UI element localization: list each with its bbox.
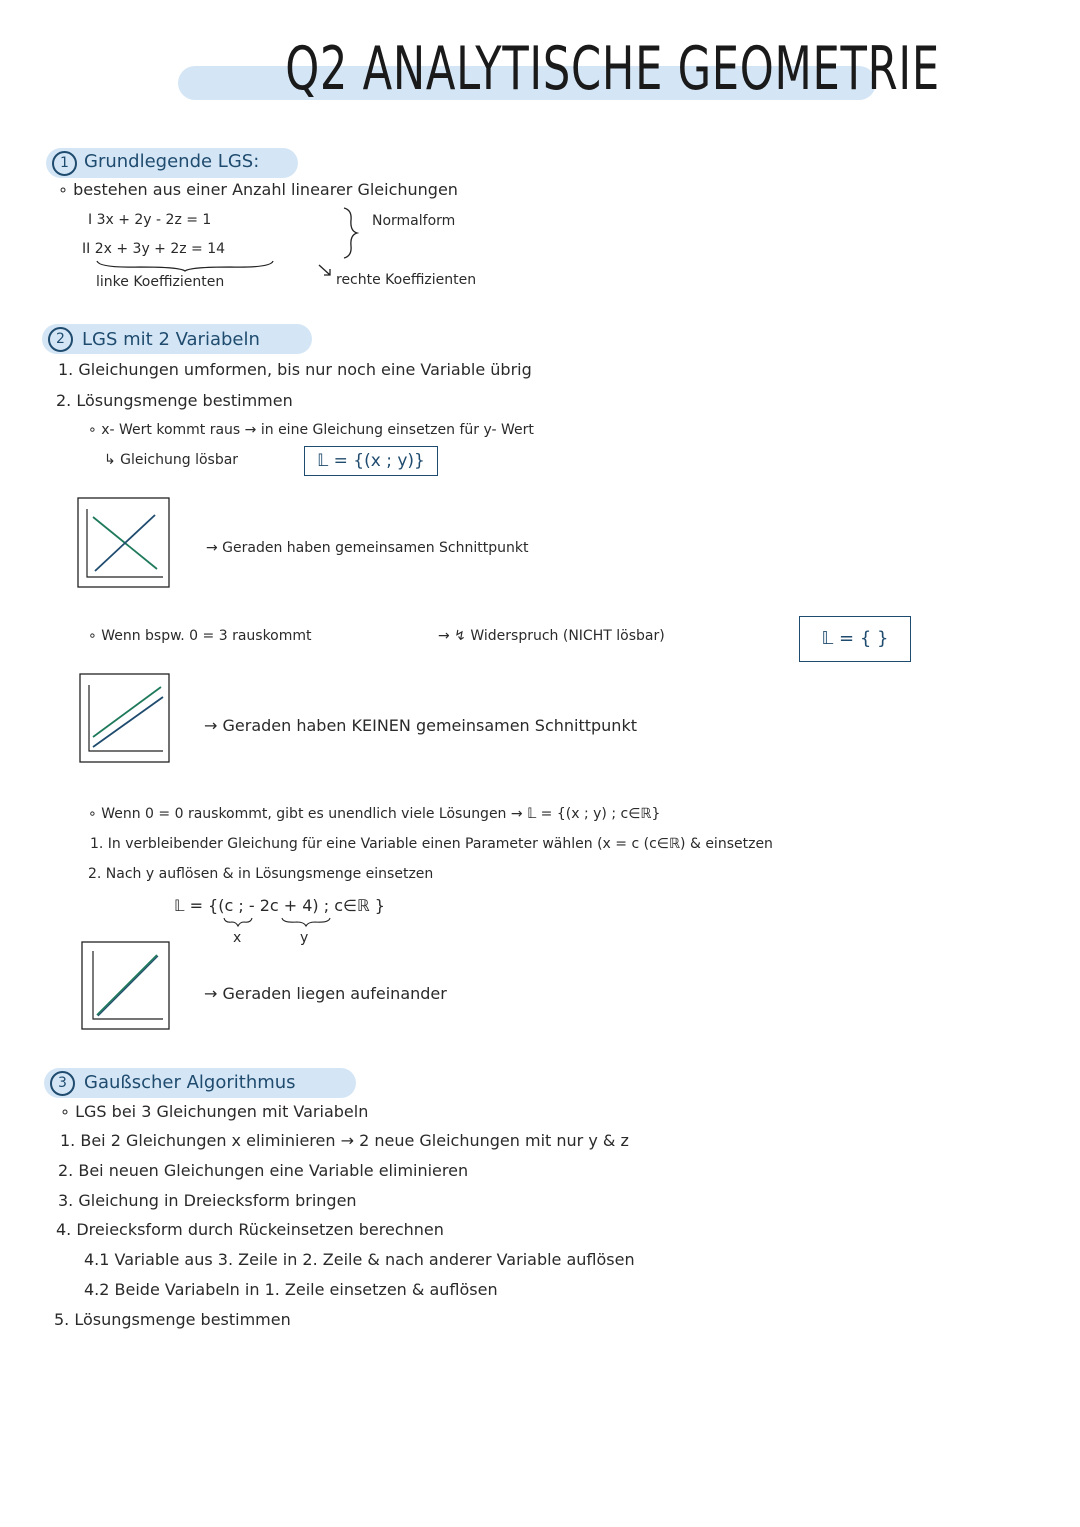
s1-equation-1: I 3x + 2y - 2z = 1 xyxy=(88,212,212,228)
s3-step-4-2: 4.2 Beide Variabeln in 1. Zeile einsetzen & auflösen xyxy=(84,1280,498,1299)
section-2-title: LGS mit 2 Variabeln xyxy=(82,329,260,350)
s2-bullet-1: ∘ x- Wert kommt raus → in eine Gleichung einsetzen für y- Wert xyxy=(88,422,534,438)
s2-step-1: 1. Gleichungen umformen, bis nur noch eine Variable übrig xyxy=(58,360,532,379)
s1-brace-label: Normalform xyxy=(372,213,456,229)
under-x-label: x xyxy=(233,930,242,946)
s2-bullet-1b: ↳ Gleichung lösbar xyxy=(104,452,239,468)
section-2-number: 2 xyxy=(48,327,73,352)
s2-step-2: 2. Lösungsmenge bestimmen xyxy=(56,391,293,410)
left-brace-icon xyxy=(95,259,275,273)
s3-step-2: 2. Bei neuen Gleichungen eine Variable eliminieren xyxy=(58,1161,469,1180)
graph-3-caption: → Geraden liegen aufeinander xyxy=(204,984,447,1003)
s2-bullet-2b: → ↯ Widerspruch (NICHT lösbar) xyxy=(438,628,665,644)
underbraces-icon xyxy=(222,916,342,928)
s3-step-1: 1. Bei 2 Gleichungen x eliminieren → 2 neue Gleichungen mit nur y & z xyxy=(60,1131,629,1150)
graph-2-caption: → Geraden haben KEINEN gemeinsamen Schnittpunkt xyxy=(204,716,637,735)
page-title: Q2 ANALYTISCHE GEOMETRIE xyxy=(285,34,940,104)
s3-step-4: 4. Dreiecksform durch Rückeinsetzen berechnen xyxy=(56,1220,444,1239)
s2-bullet-3-step-1: 1. In verbleibender Gleichung für eine Variable einen Parameter wählen (x = c (c∈ℝ) & einsetzen xyxy=(90,836,773,852)
solution-3: 𝕃 = {(c ; - 2c + 4) ; c∈ℝ } xyxy=(174,896,385,915)
section-3-number: 3 xyxy=(50,1071,75,1096)
graph-coincident-lines xyxy=(81,941,171,1031)
s1-equation-2: II 2x + 3y + 2z = 14 xyxy=(82,241,226,257)
s1-left-label: linke Koeffizienten xyxy=(96,274,225,290)
s1-right-label: rechte Koeffizienten xyxy=(336,272,477,288)
graph-parallel-lines xyxy=(79,673,171,764)
right-brace-icon xyxy=(340,206,362,260)
section-1-number: 1 xyxy=(52,151,77,176)
solution-box-2: 𝕃 = { } xyxy=(799,616,911,662)
s2-bullet-3-step-2: 2. Nach y auflösen & in Lösungsmenge einsetzen xyxy=(88,866,434,882)
s3-bullet: ∘ LGS bei 3 Gleichungen mit Variabeln xyxy=(60,1102,369,1121)
s2-bullet-3: ∘ Wenn 0 = 0 rauskommt, gibt es unendlich viele Lösungen → 𝕃 = {(x ; y) ; c∈ℝ} xyxy=(88,806,661,822)
s3-step-5: 5. Lösungsmenge bestimmen xyxy=(54,1310,291,1329)
s3-step-4-1: 4.1 Variable aus 3. Zeile in 2. Zeile & nach anderer Variable auflösen xyxy=(84,1250,635,1269)
s2-bullet-2: ∘ Wenn bspw. 0 = 3 rauskommt xyxy=(88,628,312,644)
solution-box-1: 𝕃 = {(x ; y)} xyxy=(304,446,438,476)
arrow-down-right-icon xyxy=(316,262,334,278)
section-1-title: Grundlegende LGS: xyxy=(84,151,260,172)
section-3-title: Gaußscher Algorithmus xyxy=(84,1072,296,1093)
under-y-label: y xyxy=(300,930,309,946)
s1-intro: ∘ bestehen aus einer Anzahl linearer Gleichungen xyxy=(58,180,458,199)
graph-1-caption: → Geraden haben gemeinsamen Schnittpunkt xyxy=(206,540,529,556)
s3-step-3: 3. Gleichung in Dreiecksform bringen xyxy=(58,1191,357,1210)
graph-intersecting-lines xyxy=(77,497,171,589)
